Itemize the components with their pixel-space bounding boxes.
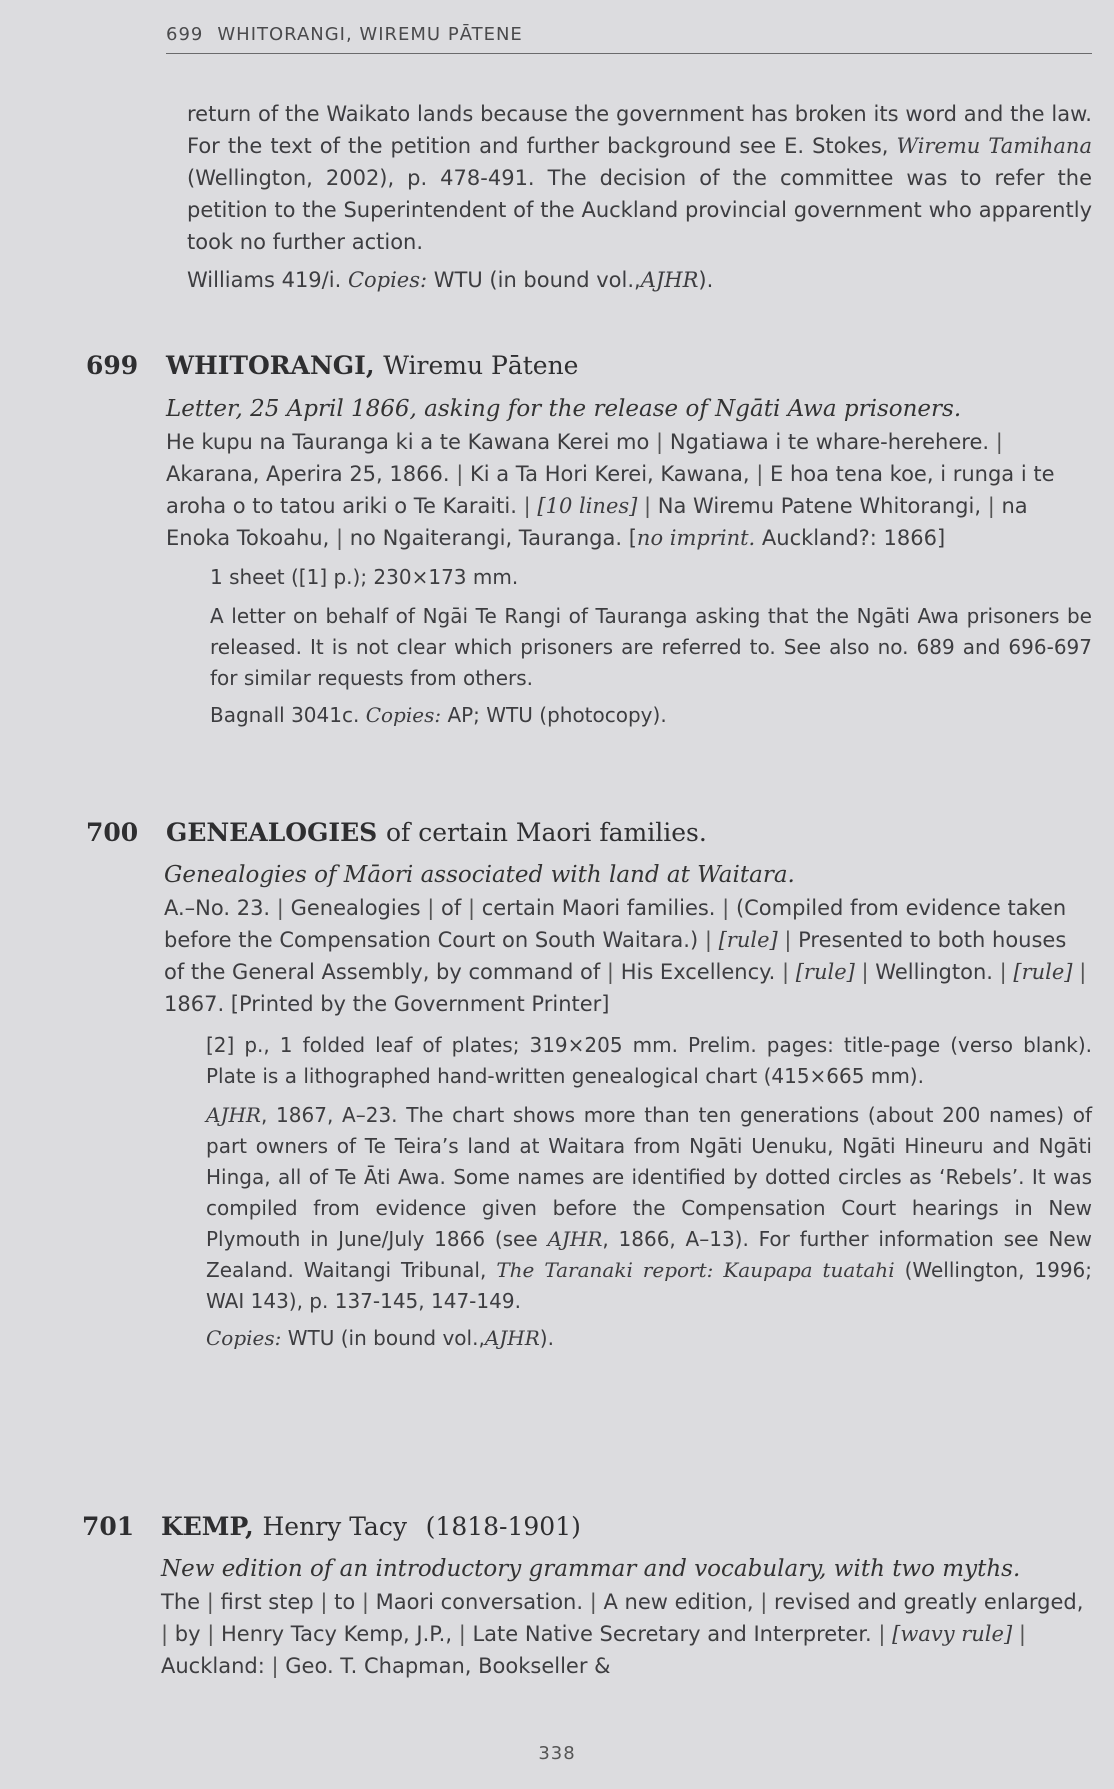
page-folio: 338 [538,1743,576,1764]
entry-number-699: 699 [86,351,139,380]
entry-note-699: A letter on behalf of Ngāi Te Rangi of Tauranga asking that the Ngāti Awa prisoners be released. It is not clear which prisoners are referred to. See also no. 689 and 696-697 for similar requests from others. [210,604,1092,690]
entry-heading-701: KEMP, Henry Tacy (1818-1901) [161,1512,581,1541]
entry-subtitle-699: Letter, 25 April 1866, asking for the release of Ngāti Awa prisoners. [166,396,962,422]
entry-title-transcription-699: He kupu na Tauranga ki a te Kawana Kerei mo | Ngatiawa i te whare-herehere. | Akarana, Aperira 25, 1866. | Ki a Ta Hori Kerei, Kawana, | E hoa tena koe, i runga i te aroha o to tatou ariki o Te Karaiti. | [10 lines] | Na Wiremu Patene Whitorangi, | na Enoka Tokoahu, | no Ngaiterangi, Tauranga. [no imprint. Auckland?: 1866] [166,430,1055,550]
entry-reference-699: Bagnall 3041c. Copies: AP; WTU (photocopy). [210,703,667,727]
entry-subtitle-700: Genealogies of Māori associated with land at Waitara. [164,862,795,888]
entry-subtitle-701: New edition of an introductory grammar and vocabulary, with two myths. [161,1556,1021,1582]
entry-number-701: 701 [82,1512,135,1541]
entry-collation-699: 1 sheet ([1] p.); 230×173 mm. [210,565,519,589]
entry-body-701 [161,1552,1092,1682]
header-entry-number: 699 [166,24,204,45]
entry-reference-700: Copies: WTU (in bound vol.,AJHR). [206,1326,554,1350]
running-header [166,24,1092,54]
entry-body-700 [164,858,1092,1354]
continuation-block [187,98,1092,296]
entry-heading-700: GENEALOGIES of certain Maori families. [166,818,707,847]
entry-collation-700: [2] p., 1 folded leaf of plates; 319×205 mm. Prelim. pages: title-page (verso blank). Plate is a lithographed hand-written genealogical chart (415×665 mm). [206,1033,1092,1088]
continuation-note: return of the Waikato lands because the government has broken its word and the law. For the text of the petition and further background see E. Stokes, Wiremu Tamihana (Wellington, 2002), p. 478-491. The decision of the committee was to refer the petition to the Superintendent of the Auckland provincial government who apparently took no further action. [187,102,1092,254]
continuation-reference: Williams 419/i. Copies: WTU (in bound vol.,AJHR). [187,268,714,292]
entry-number-700: 700 [86,818,139,847]
header-title: WHITORANGI, WIREMU PĀTENE [217,24,523,45]
entry-title-transcription-700: A.–No. 23. | Genealogies | of | certain Maori families. | (Compiled from evidence taken before the Compensation Court on South Waitara.) | [rule] | Presented to both houses of the General Assembly, by command of | His Excellency. | [rule] | Wellington. | [rule] | 1867. [Printed by the Government Printer] [164,896,1087,1016]
entry-heading-699: WHITORANGI, Wiremu Pātene [166,351,579,380]
entry-body-699 [166,392,1092,731]
entry-title-transcription-701: The | first step | to | Maori conversation. | A new edition, | revised and greatly enlarged, | by | Henry Tacy Kemp, J.P., | Late Native Secretary and Interpreter. | [wavy rule] | Auckland: | Geo. T. Chapman, Bookseller & [161,1590,1084,1678]
entry-note-700: AJHR, 1867, A–23. The chart shows more than ten generations (about 200 names) of part owners of Te Teira’s land at Waitara from Ngāti Uenuku, Ngāti Hineuru and Ngāti Hinga, all of Te Āti Awa. Some names are identified by dotted circles as ‘Rebels’. It was compiled from evidence given before the Compensation Court hearings in New Plymouth in June/July 1866 (see AJHR, 1866, A–13). For further information see New Zealand. Waitangi Tribunal, The Taranaki report: Kaupapa tuatahi (Wellington, 1996; WAI 143), p. 137-145, 147-149. [206,1103,1093,1313]
